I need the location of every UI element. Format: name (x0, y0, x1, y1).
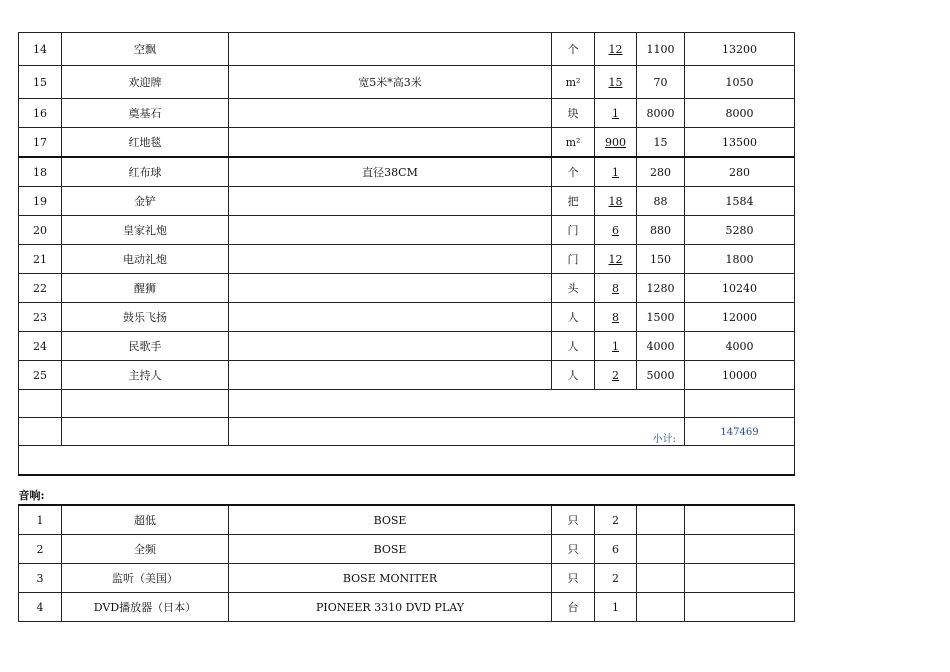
spec-cell[interactable]: BOSE MONITER (229, 564, 552, 593)
item-name-cell[interactable]: 欢迎牌 (62, 66, 229, 99)
spec-cell[interactable] (229, 33, 552, 66)
unit-cell[interactable]: 个 (552, 33, 595, 66)
unit-cell[interactable]: m² (552, 66, 595, 99)
quantity-value: 1 (612, 165, 619, 179)
total-cell[interactable]: 10240 (685, 274, 795, 303)
spec-cell[interactable]: 宽5米*高3米 (229, 66, 552, 99)
quantity-value: 900 (605, 135, 626, 149)
unit-price-cell[interactable]: 4000 (637, 332, 685, 361)
item-name-cell[interactable]: 皇家礼炮 (62, 216, 229, 245)
unit-price-cell[interactable]: 88 (637, 187, 685, 216)
quantity-value: 18 (608, 194, 623, 208)
total-cell[interactable] (685, 535, 795, 564)
unit-cell[interactable]: 只 (552, 535, 595, 564)
unit-cell[interactable]: 个 (552, 157, 595, 187)
table-row (19, 332, 795, 361)
row-number-cell[interactable]: 21 (19, 245, 62, 274)
quantity-cell[interactable]: 1 (595, 593, 637, 622)
unit-price-cell[interactable]: 1280 (637, 274, 685, 303)
subtotal-value: 147469 (720, 427, 759, 438)
quantity-cell[interactable] (595, 157, 637, 187)
item-name-cell[interactable]: 金铲 (62, 187, 229, 216)
table-row (19, 157, 795, 187)
row-number-cell[interactable]: 22 (19, 274, 62, 303)
table-row (19, 274, 795, 303)
row-number-cell[interactable]: 16 (19, 99, 62, 128)
table-row (19, 535, 795, 564)
item-name-cell[interactable]: 民歌手 (62, 332, 229, 361)
unit-cell[interactable]: 只 (552, 564, 595, 593)
quantity-cell[interactable] (595, 128, 637, 158)
total-cell[interactable] (685, 593, 795, 622)
budget-sheet (18, 32, 795, 622)
quantity-value: 12 (608, 252, 623, 266)
spec-cell[interactable] (229, 187, 552, 216)
quantity-cell[interactable] (595, 187, 637, 216)
row-number-cell[interactable]: 2 (19, 535, 62, 564)
unit-cell[interactable]: 人 (552, 361, 595, 390)
total-cell[interactable]: 8000 (685, 99, 795, 128)
audio-section-header (19, 475, 795, 505)
table-row (19, 99, 795, 128)
total-cell[interactable]: 1050 (685, 66, 795, 99)
table-row (19, 564, 795, 593)
quantity-cell[interactable]: 2 (595, 564, 637, 593)
subtotal-row (19, 418, 795, 446)
quantity-cell[interactable]: 2 (595, 505, 637, 535)
unit-cell[interactable]: 门 (552, 245, 595, 274)
unit-price-cell[interactable]: 150 (637, 245, 685, 274)
table-row (19, 216, 795, 245)
total-cell[interactable] (685, 564, 795, 593)
quantity-value: 2 (612, 368, 619, 382)
quantity-value: 8 (612, 281, 619, 295)
unit-cell[interactable]: m² (552, 128, 595, 158)
spacer-row (19, 446, 795, 476)
total-cell[interactable]: 13200 (685, 33, 795, 66)
item-name-cell[interactable]: 主持人 (62, 361, 229, 390)
quantity-value: 15 (608, 75, 623, 89)
row-number-cell[interactable]: 20 (19, 216, 62, 245)
row-number-cell[interactable]: 14 (19, 33, 62, 66)
quantity-cell[interactable] (595, 303, 637, 332)
total-cell[interactable]: 5280 (685, 216, 795, 245)
item-name-cell[interactable]: DVD播放器（日本） (62, 593, 229, 622)
quantity-cell[interactable] (595, 33, 637, 66)
total-cell[interactable]: 4000 (685, 332, 795, 361)
item-name-cell[interactable]: 监听（美国） (62, 564, 229, 593)
row-number-cell[interactable]: 3 (19, 564, 62, 593)
spec-cell[interactable] (229, 99, 552, 128)
spec-cell[interactable]: PIONEER 3310 DVD PLAY (229, 593, 552, 622)
table-row (19, 33, 795, 66)
unit-price-cell[interactable] (637, 564, 685, 593)
spec-cell[interactable] (229, 303, 552, 332)
subtotal-label: 小计: (652, 434, 676, 445)
item-name-cell[interactable]: 超低 (62, 505, 229, 535)
unit-price-cell[interactable] (637, 535, 685, 564)
unit-cell[interactable]: 台 (552, 593, 595, 622)
part1-table-body (19, 33, 795, 390)
unit-cell[interactable]: 头 (552, 274, 595, 303)
spec-cell[interactable]: BOSE (229, 505, 552, 535)
table-row (19, 245, 795, 274)
spec-cell[interactable]: BOSE (229, 535, 552, 564)
quantity-cell[interactable] (595, 99, 637, 128)
total-cell[interactable]: 1584 (685, 187, 795, 216)
quantity-cell[interactable] (595, 216, 637, 245)
spec-cell[interactable] (229, 216, 552, 245)
quantity-cell[interactable] (595, 361, 637, 390)
quantity-value: 1 (612, 106, 619, 120)
item-name-cell[interactable]: 鼓乐飞扬 (62, 303, 229, 332)
row-number-cell[interactable]: 15 (19, 66, 62, 99)
unit-price-cell[interactable]: 8000 (637, 99, 685, 128)
quantity-value: 12 (608, 42, 623, 56)
quantity-cell[interactable] (595, 66, 637, 99)
item-name-cell[interactable]: 全频 (62, 535, 229, 564)
item-name-cell[interactable]: 红地毯 (62, 128, 229, 158)
item-name-cell[interactable]: 醒狮 (62, 274, 229, 303)
item-name-cell[interactable]: 奠基石 (62, 99, 229, 128)
spec-cell[interactable] (229, 274, 552, 303)
spec-cell[interactable] (229, 361, 552, 390)
item-name-cell[interactable]: 红布球 (62, 157, 229, 187)
spec-cell[interactable] (229, 128, 552, 158)
audio-table-body (19, 505, 795, 622)
row-number-cell[interactable]: 18 (19, 157, 62, 187)
row-number-cell[interactable]: 1 (19, 505, 62, 535)
unit-price-cell[interactable] (637, 505, 685, 535)
total-cell[interactable] (685, 505, 795, 535)
unit-cell[interactable]: 把 (552, 187, 595, 216)
part1-footer (19, 390, 795, 506)
row-number-cell[interactable]: 23 (19, 303, 62, 332)
row-number-cell[interactable]: 4 (19, 593, 62, 622)
row-number-cell[interactable]: 24 (19, 332, 62, 361)
unit-price-cell[interactable]: 1100 (637, 33, 685, 66)
unit-price-cell[interactable]: 880 (637, 216, 685, 245)
unit-price-cell[interactable]: 280 (637, 157, 685, 187)
unit-cell[interactable]: 人 (552, 303, 595, 332)
unit-price-cell[interactable]: 70 (637, 66, 685, 99)
quantity-cell[interactable] (595, 274, 637, 303)
unit-cell[interactable]: 只 (552, 505, 595, 535)
table-row (19, 505, 795, 535)
spec-cell[interactable]: 直径38CM (229, 157, 552, 187)
audio-section-title: 音响: (18, 489, 45, 502)
table-row (19, 128, 795, 158)
total-cell[interactable]: 10000 (685, 361, 795, 390)
total-cell[interactable]: 12000 (685, 303, 795, 332)
quantity-value: 6 (612, 223, 619, 237)
total-cell[interactable]: 13500 (685, 128, 795, 158)
total-cell[interactable]: 280 (685, 157, 795, 187)
unit-cell[interactable]: 块 (552, 99, 595, 128)
table-row (19, 361, 795, 390)
spec-cell[interactable] (229, 332, 552, 361)
unit-price-cell[interactable] (637, 593, 685, 622)
unit-price-cell[interactable]: 5000 (637, 361, 685, 390)
quantity-cell[interactable] (595, 245, 637, 274)
table-row (19, 303, 795, 332)
table-row (19, 66, 795, 99)
unit-price-cell[interactable]: 15 (637, 128, 685, 158)
quantity-value: 1 (612, 339, 619, 353)
row-number-cell[interactable]: 19 (19, 187, 62, 216)
quantity-cell[interactable]: 6 (595, 535, 637, 564)
spec-cell[interactable] (229, 245, 552, 274)
row-number-cell[interactable]: 25 (19, 361, 62, 390)
quantity-cell[interactable] (595, 332, 637, 361)
empty-row (19, 390, 795, 418)
item-name-cell[interactable]: 空飘 (62, 33, 229, 66)
unit-cell[interactable]: 人 (552, 332, 595, 361)
row-number-cell[interactable]: 17 (19, 128, 62, 158)
table-row (19, 187, 795, 216)
total-cell[interactable]: 1800 (685, 245, 795, 274)
unit-price-cell[interactable]: 1500 (637, 303, 685, 332)
table-row (19, 593, 795, 622)
unit-cell[interactable]: 门 (552, 216, 595, 245)
quantity-value: 8 (612, 310, 619, 324)
item-name-cell[interactable]: 电动礼炮 (62, 245, 229, 274)
